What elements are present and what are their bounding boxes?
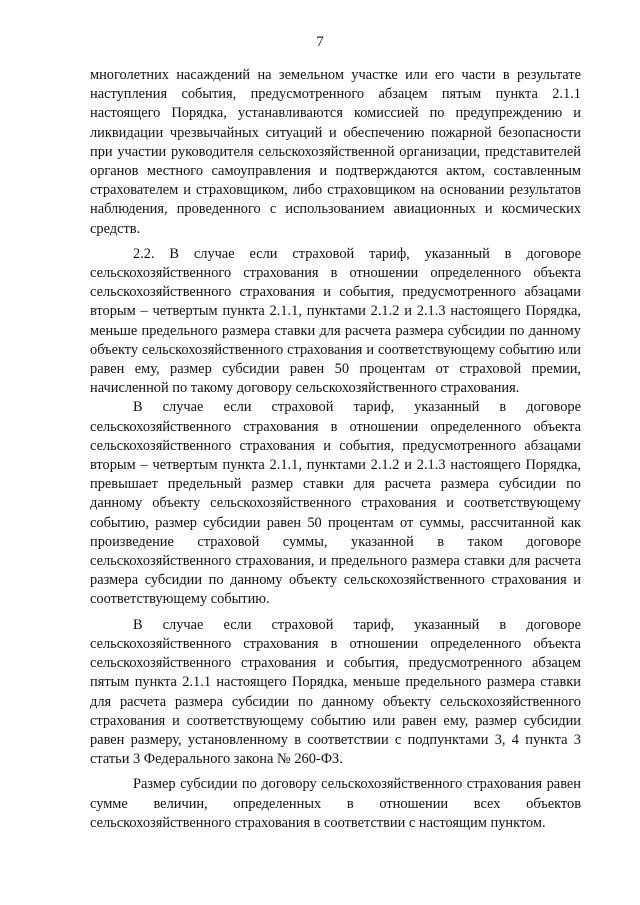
paragraph-tariff-exceeds: В случае если страховой тариф, указанный в договоре сельскохозяйственного страхования в отношении определенного объекта сельскохозяйственного страхования и события, предусмотренного абзацами вторым – четвертым пункта 2.1.1, пунктами 2.1.2 и 2.1.3 настоящего Порядка, превышает предельный размер ставки для расчета размера субсидии по данному объекту сельскохозяйственного страхования и соответствующему событию, размер субсидии равен 50 процентам от суммы, рассчитанной как произведение страховой суммы, указанной в таком договоре сельскохозяйственного страхования, и предельного размера ставки для расчета размера субсидии по данному объекту сельскохозяйственного страхования и соответствующему событию. bbox=[90, 399, 581, 608]
paragraph-tariff-fifth-abzac: В случае если страховой тариф, указанный в договоре сельскохозяйственного страхования в отношении определенного объекта сельскохозяйственного страхования и события, предусмотренного абзацем пятым пункта 2.1.1 настоящего Порядка, меньше предельного размера ставки для расчета размера субсидии по данному объекту сельскохозяйственного страхования и соответствующему событию или равен ему, размер субсидии равен размеру, установленному в соответствии с подпунктами 3, 4 пункта 3 статьи 3 Федерального закона № 260-ФЗ. bbox=[90, 616, 581, 768]
paragraph-subsidy-total: Размер субсидии по договору сельскохозяйственного страхования равен сумме величин, определенных в отношении всех объектов сельскохозяйственного страхования в соответствии с настоящим пунктом. bbox=[90, 776, 581, 831]
page-number: 7 bbox=[316, 34, 324, 50]
paragraph-2-2: 2.2. В случае если страховой тариф, указанный в договоре сельскохозяйственного страхования в отношении определенного объекта сельскохозяйственного страхования и события, предусмотренного абзацами вторым – четвертым пункта 2.1.1, пунктами 2.1.2 и 2.1.3 настоящего Порядка, меньше предельного размера ставки для расчета размера субсидии по данному объекту сельскохозяйственного страхования и соответствующему событию или равен ему, размер субсидии равен 50 процентам от страховой премии, начисленной по такому договору сельскохозяйственного страхования. bbox=[90, 245, 581, 397]
document-body bbox=[90, 66, 581, 833]
paragraph-continuation: многолетних насаждений на земельном участке или его части в результате наступления события, предусмотренного абзацем пятым пункта 2.1.1 настоящего Порядка, устанавливаются комиссией по предупреждению и ликвидации чрезвычайных ситуаций и обеспечению пожарной безопасности при участии руководителя сельскохозяйственной организации, представителей органов местного самоуправления и подтверждаются актом, составленным страхователем и страховщиком, либо страховщиком на основании результатов наблюдения, проведенного с использованием авиационных и космических средств. bbox=[90, 67, 581, 237]
